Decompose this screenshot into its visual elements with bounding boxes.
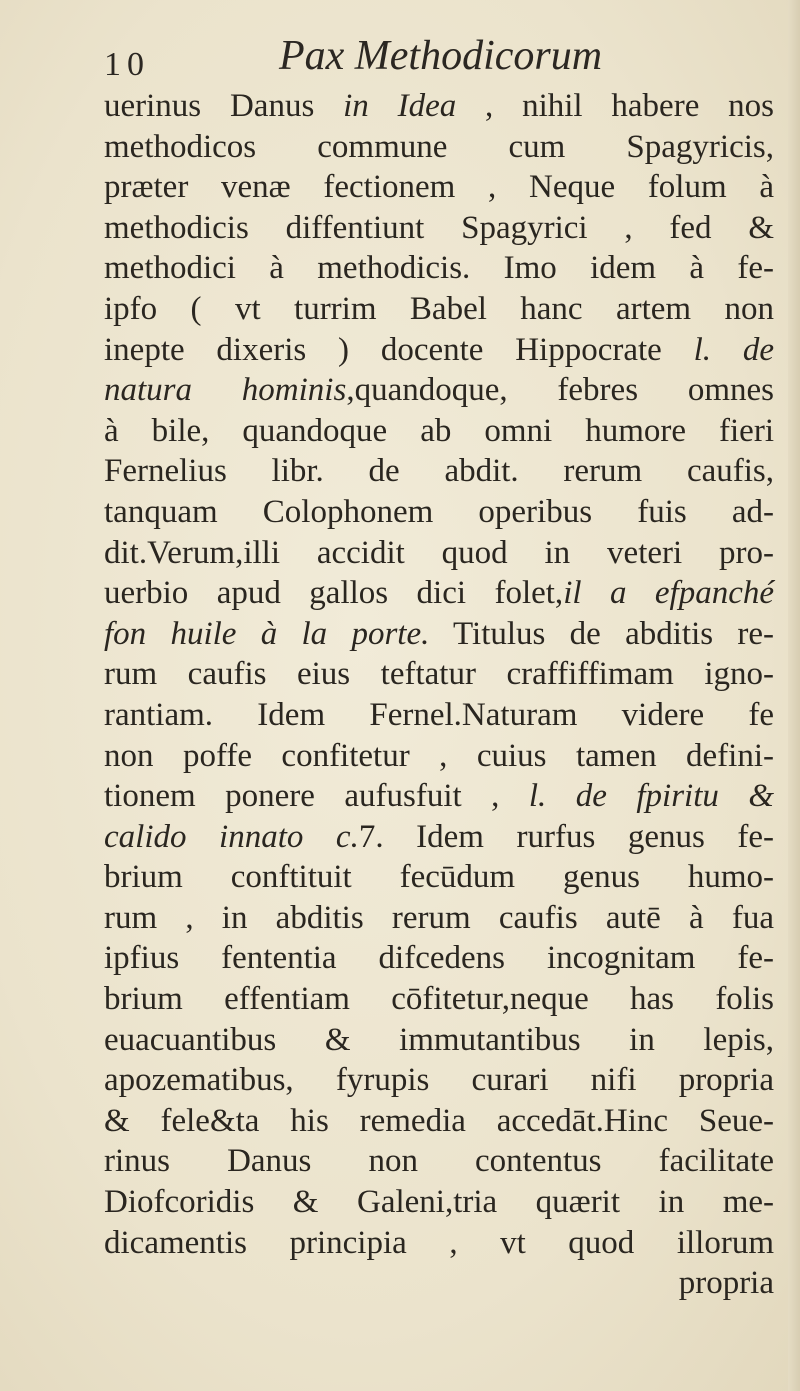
text-line bbox=[104, 654, 774, 695]
catchword: propria bbox=[678, 1265, 774, 1302]
text-segment: rum caufis eius teftatur craffiffimam igno- bbox=[104, 656, 774, 693]
text-segment: ipfo ( vt turrim Babel hanc artem non bbox=[104, 290, 774, 327]
text-segment: tanquam Colophonem operibus fuis ad- bbox=[104, 493, 774, 530]
page-edge-shadow bbox=[788, 0, 800, 1391]
text-line bbox=[104, 1141, 774, 1182]
body-text bbox=[104, 86, 774, 1304]
text-line bbox=[104, 938, 774, 979]
italic-text-segment: l. de bbox=[693, 331, 774, 368]
text-segment: methodici à methodicis. Imo idem à fe- bbox=[104, 250, 774, 287]
text-line bbox=[104, 370, 774, 411]
text-segment: dit.Verum,illi accidit quod in veteri pro- bbox=[104, 534, 774, 571]
text-line bbox=[104, 857, 774, 898]
italic-text-segment: fon huile à la porte. bbox=[104, 615, 430, 652]
text-segment: euacuantibus & immutantibus in lepis, bbox=[104, 1021, 774, 1058]
text-segment: Titulus de abditis re- bbox=[429, 615, 774, 652]
text-line bbox=[104, 289, 774, 330]
text-line bbox=[104, 248, 774, 289]
text-line bbox=[104, 614, 774, 655]
text-segment: brium conftituit fecūdum genus humo- bbox=[104, 859, 774, 896]
text-line bbox=[104, 330, 774, 371]
italic-text-segment: in Idea bbox=[343, 88, 457, 124]
text-segment: dicamentis principia , vt quod illorum bbox=[104, 1224, 774, 1261]
italic-text-segment: il a efpanché bbox=[563, 575, 774, 612]
text-segment: præter venæ fectionem , Neque folum à bbox=[104, 169, 774, 206]
text-line bbox=[104, 695, 774, 736]
text-segment: ipfius fententia difcedens incognitam fe- bbox=[104, 940, 774, 977]
text-segment: uerinus Danus bbox=[104, 88, 344, 124]
text-segment: à bile, quandoque ab omni humore fieri bbox=[104, 412, 774, 449]
text-segment: tionem ponere aufusfuit , bbox=[104, 778, 529, 815]
text-line bbox=[104, 736, 774, 777]
text-segment: Fernelius libr. de abdit. rerum caufis, bbox=[104, 453, 774, 490]
text-segment: rum , in abditis rerum caufis autē à fua bbox=[104, 899, 774, 936]
text-segment: Diofcoridis & Galeni,tria quærit in me- bbox=[104, 1184, 774, 1221]
text-line bbox=[104, 492, 774, 533]
text-line bbox=[104, 1101, 774, 1142]
italic-text-segment: natura hominis bbox=[104, 372, 347, 409]
text-line bbox=[104, 451, 774, 492]
italic-text-segment: calido innato c. bbox=[104, 818, 359, 855]
page-number: 10 bbox=[104, 46, 150, 83]
text-segment: inepte dixeris ) docente Hippocrate bbox=[104, 331, 694, 368]
text-line bbox=[104, 208, 774, 249]
text-line bbox=[104, 411, 774, 452]
page-header bbox=[104, 32, 764, 88]
text-segment: brium effentiam cōfitetur,neque has folis bbox=[104, 981, 774, 1018]
text-line bbox=[104, 167, 774, 208]
text-line bbox=[104, 1060, 774, 1101]
text-segment: rantiam. Idem Fernel.Naturam videre fe bbox=[104, 696, 774, 733]
text-line bbox=[104, 127, 774, 168]
text-line bbox=[104, 1223, 774, 1264]
text-line bbox=[104, 979, 774, 1020]
text-line bbox=[104, 86, 774, 127]
text-line bbox=[104, 1020, 774, 1061]
text-segment: & fele&ta his remedia accedāt.Hinc Seue- bbox=[104, 1102, 774, 1139]
italic-text-segment: l. de fpiritu & bbox=[528, 778, 775, 815]
text-segment: non poffe confitetur , cuius tamen defini- bbox=[104, 737, 774, 774]
text-line bbox=[104, 533, 774, 574]
text-segment: rinus Danus non contentus facilitate bbox=[104, 1143, 774, 1180]
text-segment: uerbio apud gallos dici folet, bbox=[104, 575, 564, 612]
text-segment: apozematibus, fyrupis curari nifi propria bbox=[104, 1062, 774, 1099]
text-line bbox=[104, 776, 774, 817]
text-line bbox=[104, 1182, 774, 1223]
text-segment: methodicis diffentiunt Spagyrici , fed & bbox=[104, 209, 774, 246]
text-segment: methodicos commune cum Spagyricis, bbox=[104, 128, 774, 165]
text-segment: , nihil habere nos bbox=[456, 88, 774, 124]
text-segment: 7. Idem rurfus genus fe- bbox=[358, 818, 775, 855]
text-line bbox=[104, 573, 774, 614]
text-line bbox=[104, 898, 774, 939]
text-segment: ,quandoque, febres omnes bbox=[346, 372, 774, 409]
running-head-title: Pax Methodicorum bbox=[279, 33, 603, 79]
text-line bbox=[104, 817, 774, 858]
